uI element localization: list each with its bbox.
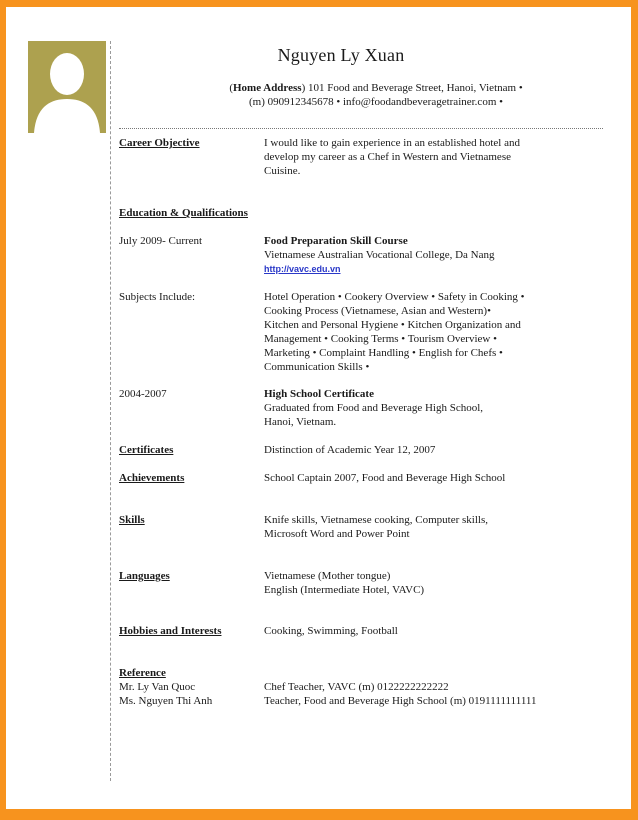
career-line: I would like to gain experience in an established hotel and [264,137,520,149]
reference-name-2: Ms. Nguyen Thi Anh [119,695,213,707]
education-date-1: July 2009- Current [119,235,203,247]
languages-line: Vietnamese (Mother tongue) [264,570,391,582]
resume-page [6,7,631,809]
applicant-name: Nguyen Ly Xuan [277,45,405,65]
reference-heading: Reference [119,667,166,679]
education-entry-2-line: Graduated from Food and Beverage High School, [264,402,484,414]
profile-photo-placeholder [28,41,106,133]
skills-line: Microsoft Word and Power Point [264,528,410,540]
hobbies-heading: Hobbies and Interests [119,625,222,637]
career-objective-text [264,136,564,178]
certificate-title: High School Certificate [264,388,374,400]
subjects-line: Hotel Operation • Cookery Overview • Safety in Cooking • [264,291,525,303]
skills-line: Knife skills, Vietnamese cooking, Computer skills, [264,514,489,526]
reference-detail-2: Teacher, Food and Beverage High School (m) 0191111111111 [264,695,537,707]
vertical-divider [110,41,111,781]
address-open-paren: ( [229,82,233,94]
subjects-line: Cooking Process (Vietnamese, Asian and Western)• [264,305,491,317]
subjects-line: Kitchen and Personal Hygiene • Kitchen Organization and [264,319,521,331]
course-title: Food Preparation Skill Course [264,235,408,247]
avatar-silhouette-icon [28,41,106,133]
school-name: Vietnamese Australian Vocational College, Da Nang [264,249,495,261]
education-date-2: 2004-2007 [119,388,167,400]
subjects-label: Subjects Include: [119,291,196,303]
education-entry-2 [264,387,564,429]
contact-line: (m) 090912345678 • info@foodandbeveragetrainer.com • [249,96,503,108]
languages-text [264,569,564,597]
career-objective-heading: Career Objective [119,137,200,149]
certificates-heading: Certificates [119,444,174,456]
education-entry-1 [264,234,564,276]
reference-name-1: Mr. Ly Van Quoc [119,681,196,693]
subjects-list [264,290,564,374]
career-line: develop my career as a Chef in Western and Vietnamese [264,151,511,163]
skills-heading: Skills [119,514,145,526]
education-entry-2-line: Hanoi, Vietnam. [264,416,337,428]
contact-block [206,81,546,109]
header-divider [119,128,603,129]
address-text: ) 101 Food and Beverage Street, Hanoi, Vietnam • [301,82,523,94]
subjects-line: Communication Skills • [264,361,370,373]
certificates-text: Distinction of Academic Year 12, 2007 [264,444,436,456]
school-link[interactable]: http://vavc.edu.vn [264,264,341,274]
hobbies-text: Cooking, Swimming, Football [264,625,398,637]
skills-text [264,513,564,541]
achievements-heading: Achievements [119,472,185,484]
languages-heading: Languages [119,570,170,582]
languages-line: English (Intermediate Hotel, VAVC) [264,584,425,596]
achievements-text: School Captain 2007, Food and Beverage High School [264,472,506,484]
education-heading: Education & Qualifications [119,207,248,219]
subjects-line: Marketing • Complaint Handling • English for Chefs • [264,347,503,359]
address-label: Home Address [233,82,302,94]
subjects-line: Management • Cooking Terms • Tourism Overview • [264,333,497,345]
career-line: Cuisine. [264,165,301,177]
reference-detail-1: Chef Teacher, VAVC (m) 0122222222222 [264,681,449,693]
